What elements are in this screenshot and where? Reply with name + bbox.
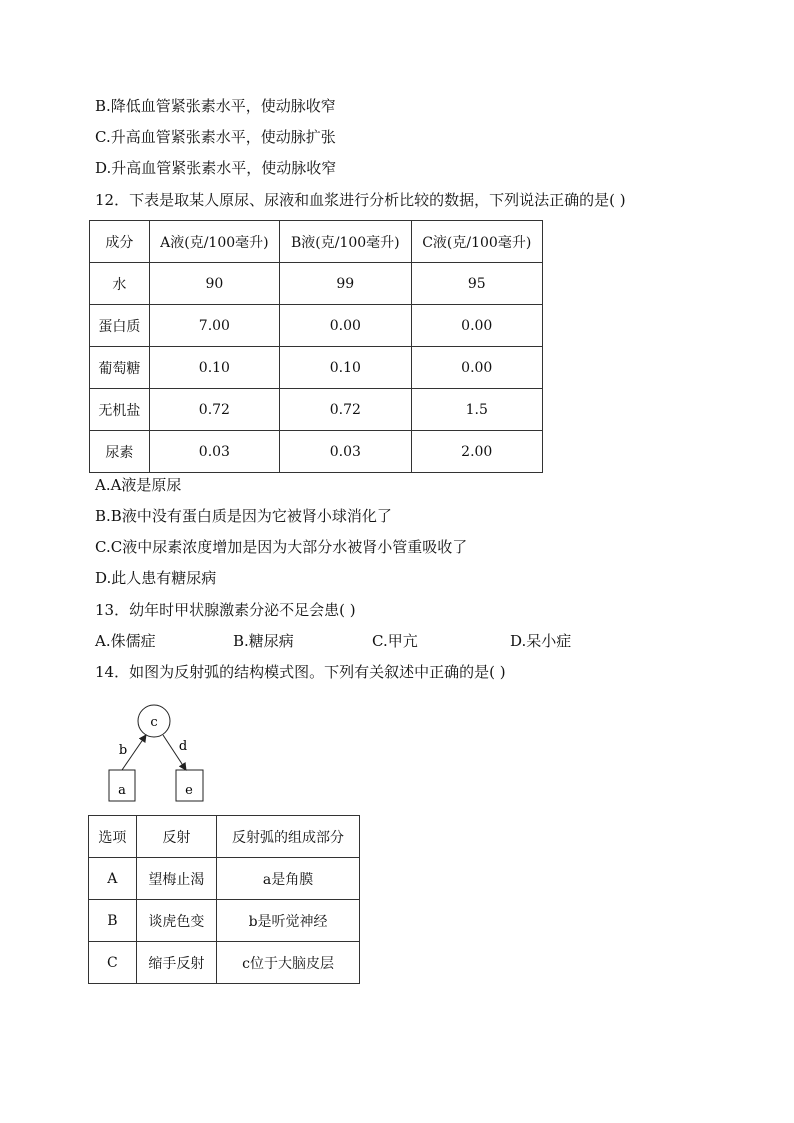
q14-stem: 14．如图为反射弧的结构模式图。下列有关叙述中正确的是( )	[95, 663, 506, 681]
q13-option-c: C.甲亢	[372, 632, 418, 650]
table-cell: 缩手反射	[136, 942, 216, 984]
table-row	[89, 858, 360, 900]
table-row	[90, 347, 543, 389]
table-cell: 0.72	[280, 389, 411, 431]
table-row	[90, 389, 543, 431]
node-e-label: e	[185, 783, 193, 798]
table-header-cell: 反射弧的组成部分	[217, 816, 360, 858]
table-cell: 水	[90, 263, 150, 305]
q12-option-a: A.A液是原尿	[95, 476, 182, 494]
reflex-arc-diagram	[100, 698, 210, 806]
table-cell: C	[89, 942, 137, 984]
arrow-b-label: b	[118, 743, 128, 758]
table-header-cell: 成分	[90, 221, 150, 263]
q13-stem: 13．幼年时甲状腺激素分泌不足会患( )	[95, 601, 356, 619]
table-row	[90, 431, 543, 473]
q12-data-table	[89, 220, 543, 473]
q12-stem: 12．下表是取某人原尿、尿液和血浆进行分析比较的数据，下列说法正确的是( )	[95, 191, 626, 209]
arrow-d-label: d	[178, 739, 188, 754]
q14-options-table	[88, 815, 360, 984]
table-cell: 2.00	[411, 431, 542, 473]
table-header-row	[90, 221, 543, 263]
table-row	[90, 263, 543, 305]
table-cell: 蛋白质	[90, 305, 150, 347]
table-cell: 尿素	[90, 431, 150, 473]
table-cell: 0.00	[411, 347, 542, 389]
q11-option-b: B.降低血管紧张素水平，使动脉收窄	[95, 97, 336, 115]
table-cell: c位于大脑皮层	[217, 942, 360, 984]
node-a-label: a	[118, 783, 126, 798]
table-cell: 1.5	[411, 389, 542, 431]
table-cell: A	[89, 858, 137, 900]
q13-option-d: D.呆小症	[510, 632, 572, 650]
table-cell: 90	[149, 263, 279, 305]
node-c-label: c	[150, 715, 158, 730]
q13-option-a: A.侏儒症	[95, 632, 156, 650]
table-cell: 0.00	[280, 305, 411, 347]
table-header-cell: A液(克/100毫升)	[149, 221, 279, 263]
table-cell: 无机盐	[90, 389, 150, 431]
table-cell: 葡萄糖	[90, 347, 150, 389]
table-cell: 0.03	[280, 431, 411, 473]
q11-option-d: D.升高血管紧张素水平，使动脉收窄	[95, 159, 337, 177]
q12-option-b: B.B液中没有蛋白质是因为它被肾小球消化了	[95, 507, 392, 525]
table-cell: 95	[411, 263, 542, 305]
q12-option-d: D.此人患有糖尿病	[95, 569, 217, 587]
table-cell: 7.00	[149, 305, 279, 347]
q12-option-c: C.C液中尿素浓度增加是因为大部分水被肾小管重吸收了	[95, 538, 468, 556]
table-cell: b是听觉神经	[217, 900, 360, 942]
table-cell: 0.10	[280, 347, 411, 389]
table-header-cell: 反射	[136, 816, 216, 858]
table-header-row	[89, 816, 360, 858]
table-cell: 谈虎色变	[136, 900, 216, 942]
table-row	[89, 900, 360, 942]
table-cell: 0.72	[149, 389, 279, 431]
table-cell: 0.00	[411, 305, 542, 347]
table-cell: 99	[280, 263, 411, 305]
table-cell: 0.03	[149, 431, 279, 473]
table-header-cell: B液(克/100毫升)	[280, 221, 411, 263]
table-header-cell: C液(克/100毫升)	[411, 221, 542, 263]
table-cell: B	[89, 900, 137, 942]
table-cell: 0.10	[149, 347, 279, 389]
q13-option-b: B.糖尿病	[233, 632, 294, 650]
table-cell: 望梅止渴	[136, 858, 216, 900]
table-row	[90, 305, 543, 347]
table-header-cell: 选项	[89, 816, 137, 858]
table-cell: a是角膜	[217, 858, 360, 900]
q11-option-c: C.升高血管紧张素水平，使动脉扩张	[95, 128, 336, 146]
table-row	[89, 942, 360, 984]
